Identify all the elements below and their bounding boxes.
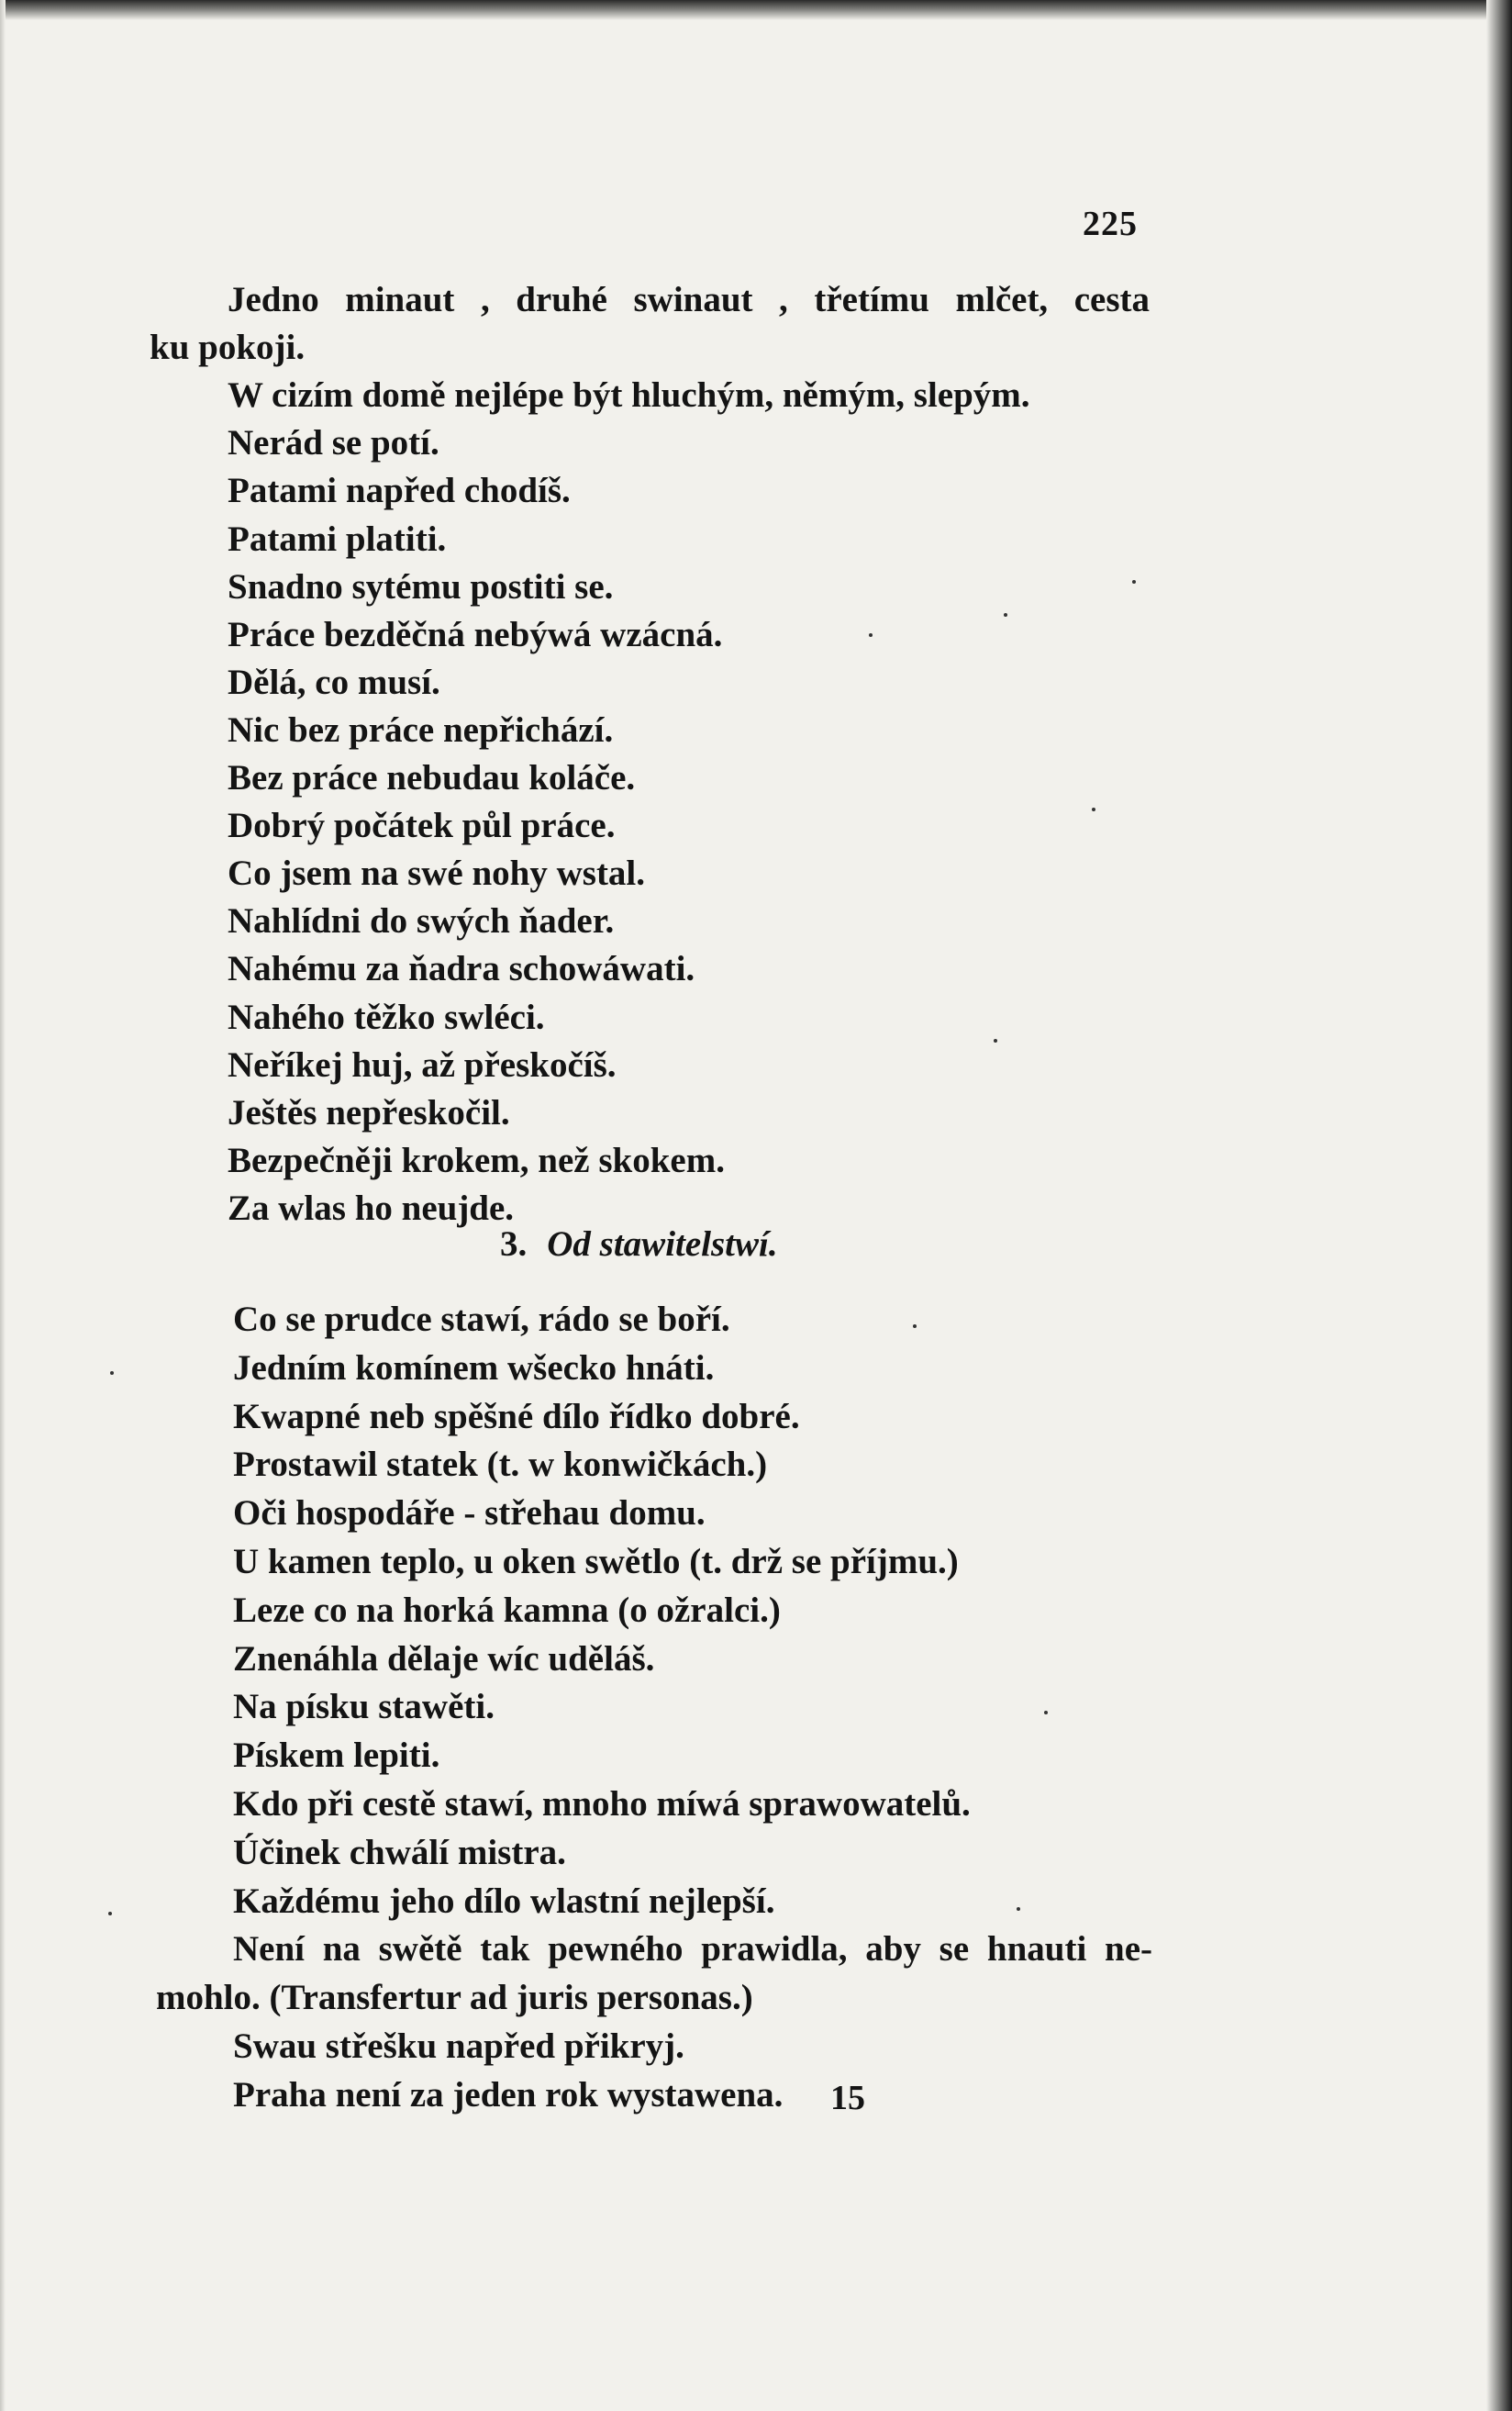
scan-top-edge [0, 0, 1512, 20]
proverb-line: Oči hospodáře - střehau domu. [233, 1493, 706, 1534]
proverb-line: Nerád se potí. [228, 423, 439, 463]
proverb-line: Prostawil statek (t. w konwičkách.) [233, 1445, 768, 1485]
proverb-line: Praha není za jeden rok wystawena. [233, 2074, 784, 2115]
scan-speck [994, 1039, 997, 1043]
scan-speck [108, 1912, 112, 1915]
scan-speck [1004, 613, 1007, 617]
proverb-line: Co jsem na swé nohy wstal. [228, 854, 646, 894]
signature-mark: 15 [830, 2079, 865, 2117]
proverb-line: Jedno minaut , druhé swinaut , třetímu mlčet, cesta [228, 280, 1150, 319]
proverb-line: Znenáhla dělaje wíc uděláš. [233, 1638, 655, 1679]
proverb-line: Kwapné neb spěšné dílo řídko dobré. [233, 1396, 800, 1436]
scan-speck [869, 633, 873, 637]
proverb-line: Každému jeho dílo wlastní nejlepší. [233, 1881, 775, 1921]
proverb-line: Na písku stawěti. [233, 1687, 495, 1727]
proverb-line: Patami platiti. [228, 519, 447, 559]
proverb-line: Není na swětě tak pewného prawidla, aby se hnauti ne- [233, 1929, 1152, 1970]
proverb-line: W cizím domě nejlépe být hluchým, němým, slepým. [228, 375, 1030, 416]
proverb-line: Dělá, co musí. [228, 662, 440, 702]
proverb-line: Ještěs nepřeskočil. [228, 1092, 510, 1133]
page-number: 225 [1083, 205, 1138, 243]
proverb-line: Nahému za ňadra schowáwati. [228, 949, 695, 989]
proverb-line: Nahlídni do swých ňader. [228, 901, 615, 942]
scan-speck [1132, 580, 1136, 584]
scan-speck [1092, 808, 1095, 811]
proverb-line: Neříkej huj, až přeskočíš. [228, 1044, 617, 1085]
proverb-line: U kamen teplo, u oken swětlo (t. drž se příjmu.) [233, 1542, 959, 1581]
proverb-line: Kdo při cestě stawí, mnoho míwá sprawowatelů. [233, 1784, 971, 1824]
scan-right-edge [1486, 0, 1512, 2411]
proverb-line: ku pokoji. [150, 328, 306, 368]
proverb-line: Účinek chwálí mistra. [233, 1832, 566, 1872]
proverb-line: Leze co na horká kamna (o ožralci.) [233, 1590, 781, 1630]
scan-speck [110, 1371, 114, 1375]
section-heading [500, 1223, 778, 1265]
proverb-line: Bezpečněji krokem, než skokem. [228, 1140, 725, 1180]
scan-speck [913, 1324, 917, 1328]
scan-speck [1044, 1711, 1048, 1714]
proverb-line: Práce bezděčná nebýwá wzácná. [228, 614, 723, 654]
proverb-line: mohlo. (Transfertur ad juris personas.) [156, 1978, 753, 2018]
proverb-line: Pískem lepiti. [233, 1736, 440, 1776]
scan-speck [1017, 1907, 1020, 1911]
proverb-line: Nic bez práce nepřichází. [228, 709, 614, 750]
section-title: Od stawitelstwí. [547, 1224, 778, 1264]
proverb-line: Bez práce nebudau koláče. [228, 758, 636, 798]
proverb-line: Patami napřed chodíš. [228, 471, 571, 511]
scan-left-edge [0, 0, 6, 2411]
section-number: 3. [500, 1224, 528, 1264]
proverb-line: Swau střešku napřed přikryj. [233, 2026, 684, 2066]
proverb-line: Co se prudce stawí, rádo se boří. [233, 1300, 730, 1339]
proverb-line: Snadno sytému postiti se. [228, 566, 614, 607]
proverb-line: Nahého těžko swléci. [228, 997, 545, 1037]
proverb-line: Za wlas ho neujde. [228, 1188, 515, 1228]
proverb-line: Jedním komínem wšecko hnáti. [233, 1347, 715, 1388]
proverb-line: Dobrý počátek půl práce. [228, 806, 616, 846]
